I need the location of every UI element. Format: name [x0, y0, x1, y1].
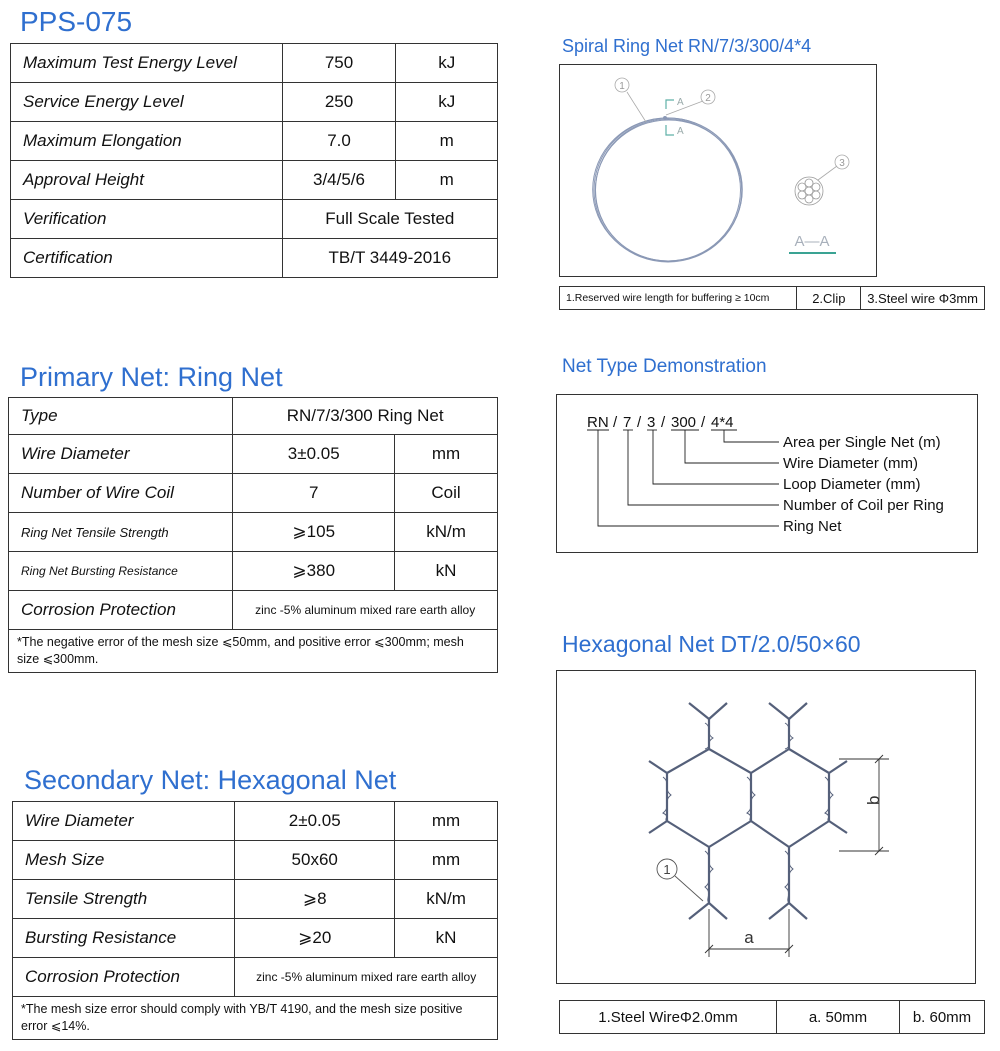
spec-unit: Coil: [395, 474, 498, 513]
net-type-diagram: [557, 395, 977, 552]
legend-item: 1.Steel WireΦ2.0mm: [560, 1001, 777, 1034]
secondary-row: [13, 802, 498, 841]
spec-value: zinc -5% aluminum mixed rare earth alloy: [233, 591, 498, 630]
spec-value: Full Scale Tested: [282, 200, 497, 239]
code-area: 4*4: [711, 414, 734, 431]
label-loop-diameter: Loop Diameter (mm): [783, 476, 921, 493]
primary-row: [9, 398, 498, 435]
spec-value: ⩾20: [235, 919, 395, 958]
demo-leader-lines: [587, 430, 779, 526]
dimension-b-label: b: [864, 795, 883, 805]
hexnet-legend-row: [560, 1001, 985, 1034]
section-mark-bottom: [666, 125, 674, 135]
pps-row: [11, 200, 498, 239]
legend-item: 3.Steel wire Φ3mm: [861, 287, 985, 310]
secondary-note: *The mesh size error should comply with YB/T 4190, and the mesh size positive error ⩽14%.: [13, 997, 498, 1040]
spec-value: 250: [282, 83, 396, 122]
spec-label: Maximum Test Energy Level: [11, 44, 283, 83]
spec-label: Wire Diameter: [13, 802, 235, 841]
code-coil: 7: [623, 414, 632, 431]
primary-note-row: [9, 630, 498, 673]
spec-unit: kN/m: [395, 880, 498, 919]
hex-callout-leader: [675, 876, 703, 901]
callout-1-text: 1: [619, 81, 625, 92]
legend-item: 1.Reserved wire length for buffering ≥ 10cm: [560, 287, 797, 310]
left-side-wires: [649, 761, 667, 833]
pps-spec-table: [10, 43, 498, 278]
legend-item: 2.Clip: [797, 287, 861, 310]
spec-unit: kJ: [396, 83, 498, 122]
code-loop: 300: [671, 414, 697, 431]
hexagon-left: [667, 719, 751, 847]
top-twist-right: [769, 703, 807, 719]
spec-value: 2±0.05: [235, 802, 395, 841]
spec-value: ⩾105: [233, 513, 395, 552]
code-sep: /: [637, 414, 642, 431]
primary-note: *The negative error of the mesh size ⩽50mm, and positive error ⩽300mm; mesh size ⩽300mm.: [9, 630, 498, 673]
spiral-title: Spiral Ring Net RN/7/3/300/4*4: [562, 36, 812, 56]
pps-row: [11, 83, 498, 122]
code-sep: /: [701, 414, 706, 431]
section-mark-a-top: A: [677, 97, 684, 108]
legend-item: b. 60mm: [900, 1001, 985, 1034]
demo-title: Net Type Demonstration: [562, 356, 767, 377]
spec-label: Service Energy Level: [11, 83, 283, 122]
spec-label: Ring Net Tensile Strength: [9, 513, 233, 552]
secondary-title: Secondary Net: Hexagonal Net: [24, 765, 397, 795]
spec-unit: mm: [395, 841, 498, 880]
label-coil: Number of Coil per Ring: [783, 497, 944, 514]
pps-row: [11, 122, 498, 161]
hexnet-legend: [559, 1000, 985, 1034]
pps-row: [11, 239, 498, 278]
code-wire: 3: [647, 414, 656, 431]
spec-label: Number of Wire Coil: [9, 474, 233, 513]
primary-row: [9, 591, 498, 630]
hexagonal-net-figure: [557, 671, 975, 983]
primary-row: [9, 474, 498, 513]
primary-row: [9, 552, 498, 591]
spec-label: Wire Diameter: [9, 435, 233, 474]
spec-value: TB/T 3449-2016: [282, 239, 497, 278]
spiral-ring-figure: [560, 65, 876, 276]
spec-label: Verification: [11, 200, 283, 239]
hexagonal-net-drawing: [556, 670, 976, 984]
section-aa-label: A—A: [794, 233, 830, 250]
spec-label: Certification: [11, 239, 283, 278]
spec-value: ⩾380: [233, 552, 395, 591]
secondary-row: [13, 841, 498, 880]
spec-label: Ring Net Bursting Resistance: [9, 552, 233, 591]
secondary-spec-table: [12, 801, 498, 1040]
secondary-row: [13, 958, 498, 997]
spec-value: ⩾8: [235, 880, 395, 919]
callout-3-text: 3: [839, 158, 845, 169]
spec-unit: kJ: [396, 44, 498, 83]
primary-row: [9, 513, 498, 552]
pps-row: [11, 44, 498, 83]
spec-label: Corrosion Protection: [9, 591, 233, 630]
label-area: Area per Single Net (m): [783, 434, 941, 451]
callout-1-leader: [627, 92, 646, 122]
spec-value: 50x60: [235, 841, 395, 880]
primary-row: [9, 435, 498, 474]
spec-value: 7: [233, 474, 395, 513]
spec-value: 7.0: [282, 122, 396, 161]
spec-value: 750: [282, 44, 396, 83]
top-twist-left: [689, 703, 727, 719]
section-mark-a-bottom: A: [677, 126, 684, 137]
spec-unit: kN: [395, 919, 498, 958]
dimension-a-label: a: [744, 928, 754, 947]
twist-detail: [663, 723, 833, 903]
pps-title: PPS-075: [20, 6, 133, 37]
spec-label: Maximum Elongation: [11, 122, 283, 161]
spec-label: Approval Height: [11, 161, 283, 200]
label-ring-net: Ring Net: [783, 518, 842, 535]
primary-title: Primary Net: Ring Net: [20, 362, 283, 392]
code-sep: /: [613, 414, 618, 431]
spec-label: Type: [9, 398, 233, 435]
secondary-note-row: [13, 997, 498, 1040]
right-side-wires: [829, 761, 847, 833]
secondary-row: [13, 880, 498, 919]
pps-row: [11, 161, 498, 200]
spec-label: Bursting Resistance: [13, 919, 235, 958]
callout-2-leader: [666, 101, 703, 115]
spec-unit: kN/m: [395, 513, 498, 552]
spec-value: zinc -5% aluminum mixed rare earth alloy: [235, 958, 498, 997]
hex-callout-text: 1: [663, 862, 671, 877]
code-rn: RN: [587, 414, 609, 431]
spec-unit: kN: [395, 552, 498, 591]
spec-unit: m: [396, 122, 498, 161]
net-type-demo: [556, 394, 978, 553]
clip-mark: [663, 116, 667, 120]
section-mark-top: [666, 100, 674, 109]
spec-value: 3/4/5/6: [282, 161, 396, 200]
spec-label: Corrosion Protection: [13, 958, 235, 997]
hexnet-title: Hexagonal Net DT/2.0/50×60: [562, 631, 861, 657]
code-sep: /: [661, 414, 666, 431]
legend-item: a. 50mm: [777, 1001, 900, 1034]
spiral-ring-drawing: [559, 64, 877, 277]
callout-2-text: 2: [705, 93, 711, 104]
spec-unit: mm: [395, 435, 498, 474]
spec-unit: mm: [395, 802, 498, 841]
spiral-legend: [559, 286, 985, 310]
wire-cross-section: [795, 177, 823, 205]
spec-label: Mesh Size: [13, 841, 235, 880]
spec-label: Tensile Strength: [13, 880, 235, 919]
primary-spec-table: [8, 397, 498, 673]
secondary-row: [13, 919, 498, 958]
spiral-legend-row: [560, 287, 985, 310]
spec-unit: m: [396, 161, 498, 200]
hexagon-right: [751, 719, 829, 847]
callout-3-leader: [818, 166, 837, 180]
label-wire-diameter: Wire Diameter (mm): [783, 455, 918, 472]
spec-value: 3±0.05: [233, 435, 395, 474]
spec-value: RN/7/3/300 Ring Net: [233, 398, 498, 435]
